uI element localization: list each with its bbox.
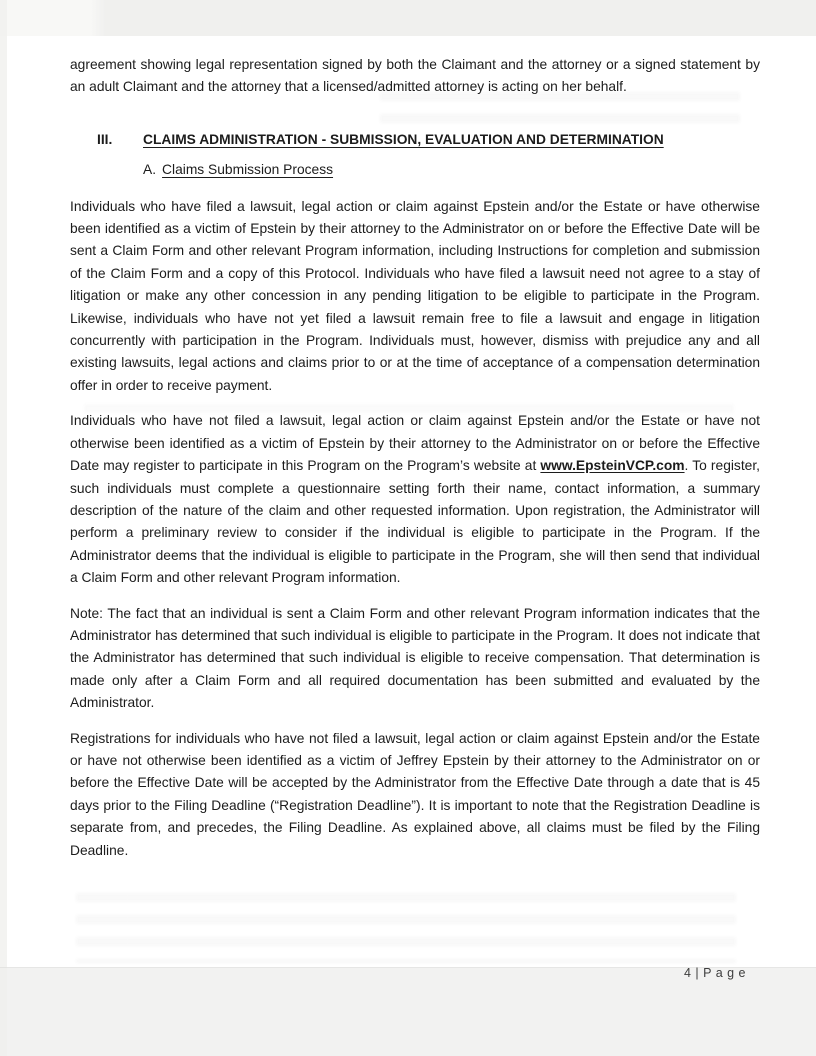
paragraph-claims-sent: Individuals who have filed a lawsuit, legal action or claim against Epstein and/or the Estate or have otherwise been identified as a victim of Epstein by their attorney to the Administrator on or before the Effective Date will be sent a Claim Form and other relevant Program information, including Instructions for completion and submission of the Claim Form and a copy of this Protocol. Individuals who have filed a lawsuit need not agree to a stay of litigation or make any other concession in any pending litigation to be eligible to participate in the Program. Likewise, individuals who have not yet filed a lawsuit remain free to file a lawsuit and engage in litigation concurrently with participation in the Program. Individuals must, however, dismiss with prejudice any and all existing lawsuits, legal actions and claims prior to or at the time of acceptance of a compensation determination offer in order to receive payment. bbox=[70, 198, 760, 393]
paragraph-registration-deadline: Registrations for individuals who have not filed a lawsuit, legal action or claim against Epstein and/or the Estate or have not otherwise been identified as a victim of Jeffrey Epstein by their attorney to the Administrator on or before the Effective Date will be accepted by the Administrator from the Effective Date through a date that is 45 days prior to the Filing Deadline (“Registration Deadline”). It is important to note that the Registration Deadline is separate from, and precedes, the Filing Deadline. As explained above, all claims must be filed by the Filing Deadline. bbox=[70, 730, 760, 858]
subsection-number: A. bbox=[143, 162, 157, 178]
section-heading bbox=[97, 129, 760, 151]
paragraph-registration bbox=[70, 410, 760, 589]
subsection-title: Claims Submission Process bbox=[162, 162, 334, 178]
paragraph-registration-before-link: Individuals who have not filed a lawsuit, legal action or claim against Epstein and/or the Estate or have not otherwise been identified as a victim of Epstein by their attorney to the Administrator on or before the Effective Date may register to participate in this Program on the Program’s website at bbox=[70, 413, 760, 474]
scan-top-shade bbox=[0, 0, 816, 36]
section-title: CLAIMS ADMINISTRATION - SUBMISSION, EVALUATION AND DETERMINATION bbox=[143, 131, 664, 147]
document-body bbox=[70, 54, 760, 875]
subsection-heading bbox=[143, 159, 760, 181]
intro-paragraph: agreement showing legal representation signed by both the Claimant and the attorney or a signed statement by an adult Claimant and the attorney that a licensed/admitted attorney is acting on her behalf. bbox=[70, 57, 760, 95]
paragraph-registration-after-link: . To register, such individuals must complete a questionnaire setting forth their name, contact information, a summary description of the nature of the claim and other requested information. Upon registration, the Administrator will perform a preliminary review to consider if the individual is eligible to participate in the Program. If the Administrator deems that the individual is eligible to participate in the Program, she will then send that individual a Claim Form and other relevant Program information. bbox=[70, 458, 761, 586]
paragraph-note: Note: The fact that an individual is sent a Claim Form and other relevant Program information indicates that the Administrator has determined that such individual is eligible to participate in the Program. It does not indicate that the Administrator has determined that such individual is eligible to receive compensation. That determination is made only after a Claim Form and all required documentation has been submitted and evaluated by the Administrator. bbox=[70, 605, 760, 711]
section-number: III. bbox=[97, 131, 113, 147]
scan-bottom-shade bbox=[0, 967, 816, 1056]
page-number-footer: 4 | P a g e bbox=[683, 966, 746, 980]
scan-left-shade bbox=[0, 0, 7, 1056]
epsteinvcp-link[interactable]: www.EpsteinVCP.com bbox=[540, 458, 685, 474]
scan-artifact bbox=[76, 893, 736, 963]
